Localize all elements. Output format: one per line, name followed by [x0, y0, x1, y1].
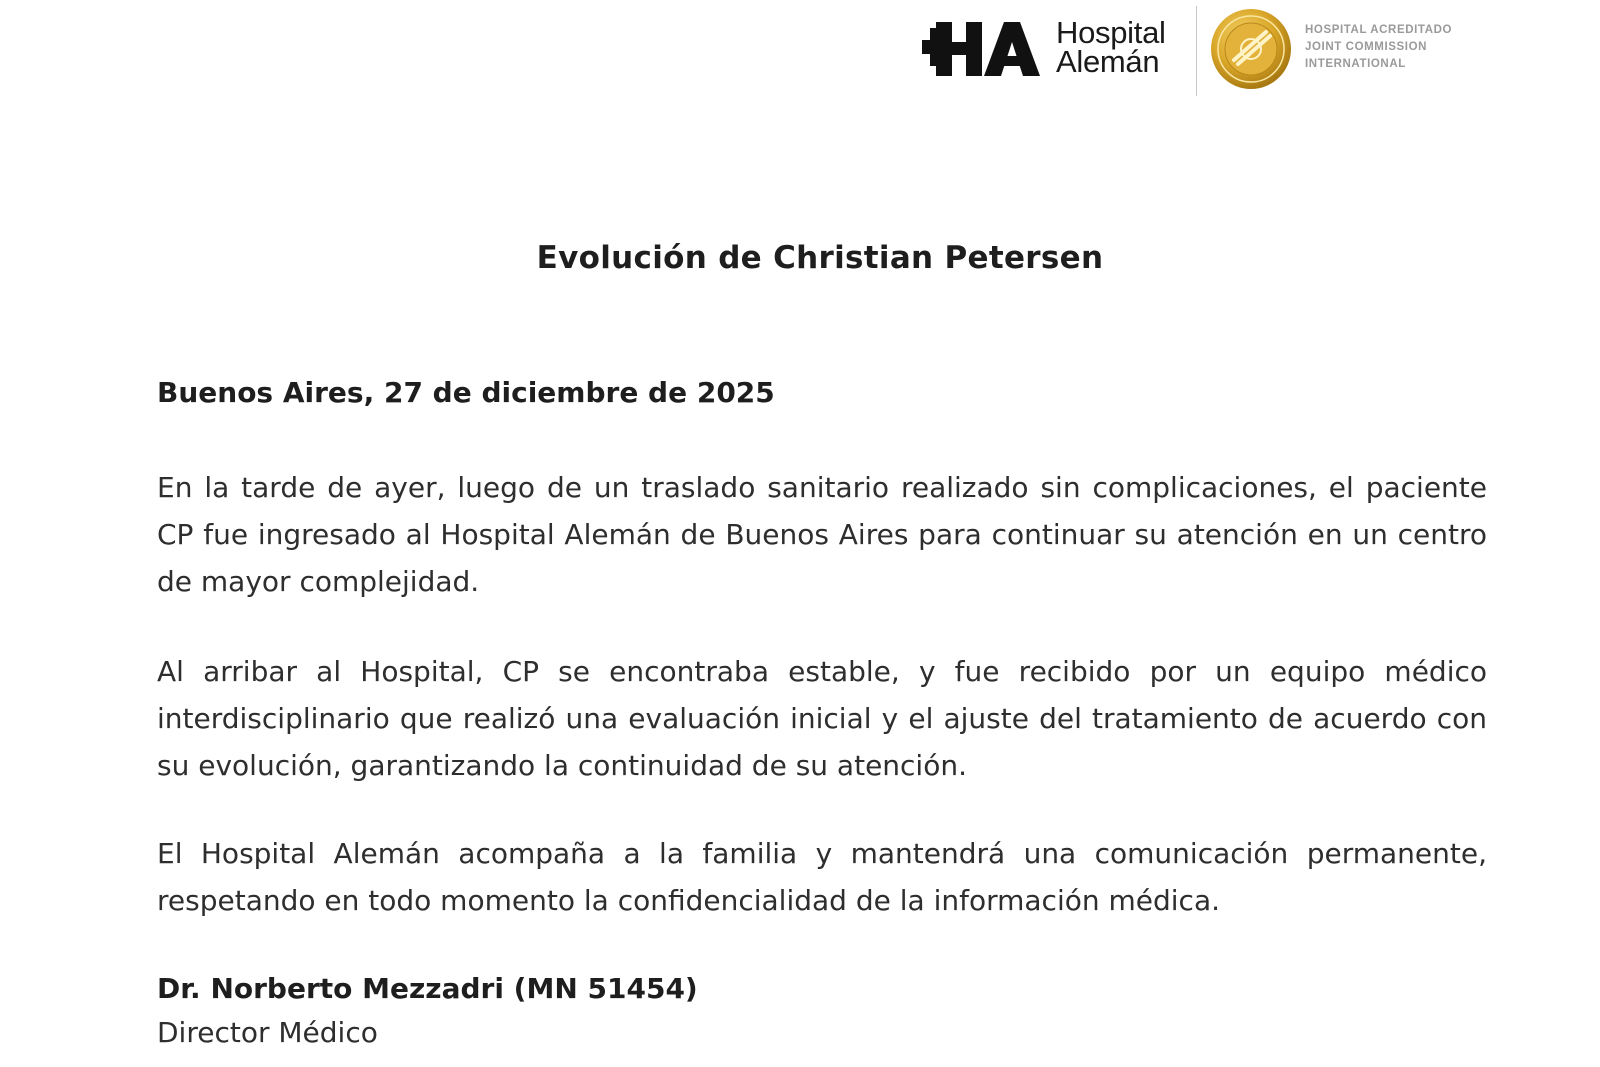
accreditation-text [1305, 22, 1452, 73]
paragraph: El Hospital Alemán acompaña a la familia y mantendrá una comunicación permanente, respetando en todo momento la confidencialidad de la información médica. [157, 837, 1487, 917]
accreditation-line: JOINT COMMISSION [1305, 41, 1428, 53]
letterhead [0, 0, 1600, 110]
brand-name-line1: Hospital [1056, 15, 1166, 50]
paragraph: Al arribar al Hospital, CP se encontraba estable, y fue recibido por un equipo médico interdisciplinario que realizó una evaluación inicial y el ajuste del tratamiento de acuerdo con su evolución, garantizando la continuidad de su atención. [157, 655, 1487, 782]
accreditation-line: INTERNATIONAL [1305, 58, 1406, 70]
hospital-aleman-logo-icon [922, 18, 1052, 80]
signer-name: Dr. Norberto Mezzadri (MN 51454) [157, 972, 698, 1005]
document-title: Evolución de Christian Petersen [536, 240, 1104, 276]
date-line: Buenos Aires, 27 de diciembre de 2025 [157, 376, 775, 409]
letterhead-divider [1196, 6, 1197, 96]
brand-name [1056, 15, 1166, 79]
paragraph: En la tarde de ayer, luego de un traslado sanitario realizado sin complicaciones, el paciente CP fue ingresado al Hospital Alemán de Buenos Aires para continuar su atención en un centro de mayor complejidad. [157, 471, 1487, 598]
accreditation-line: HOSPITAL ACREDITADO [1305, 24, 1453, 36]
jci-gold-seal-icon [1210, 8, 1292, 90]
brand-name-line2: Alemán [1056, 44, 1160, 79]
signer-role: Director Médico [157, 1016, 378, 1049]
